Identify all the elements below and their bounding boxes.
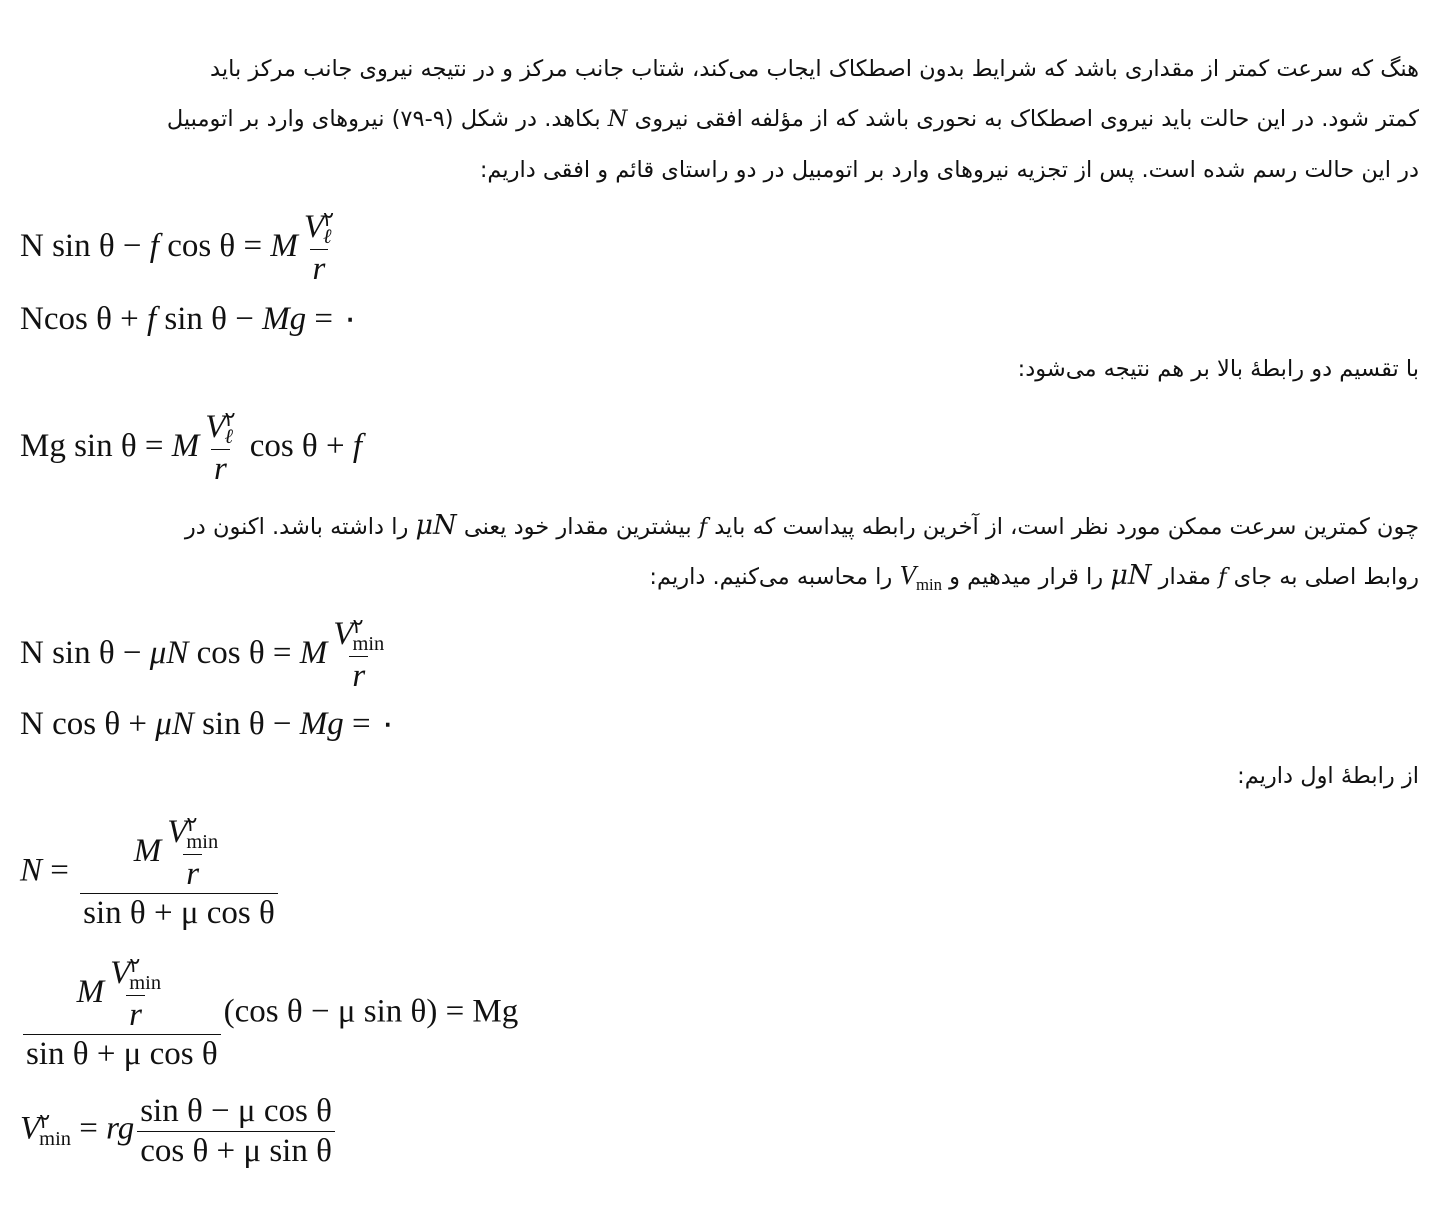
eq-term: = ۰ bbox=[306, 301, 359, 337]
text-line-5 bbox=[185, 512, 1419, 539]
text-line-2 bbox=[167, 108, 1419, 131]
fraction bbox=[80, 815, 278, 931]
eq-term: = ۰ bbox=[343, 706, 397, 742]
subscript: ℓ bbox=[323, 226, 332, 249]
eq-term: (cos θ − μ sin θ) = Mg bbox=[223, 993, 519, 1030]
denominator: sin θ + μ cos θ bbox=[80, 893, 278, 931]
equation-5 bbox=[20, 708, 397, 741]
eq-term: = bbox=[42, 852, 78, 889]
eq-term: sin θ − bbox=[193, 706, 300, 742]
eq-term: sin θ − bbox=[156, 301, 263, 337]
eq-var-v: V bbox=[205, 409, 226, 445]
eq-var-r: r bbox=[186, 855, 200, 892]
denominator: cos θ + μ sin θ bbox=[137, 1131, 335, 1169]
equation-2 bbox=[20, 303, 359, 336]
eq-var-f: f bbox=[149, 227, 159, 264]
text-line-3: در این حالت رسم شده است. پس از تجزیه نیروهای وارد بر اتومبیل در دو راستای قائم و افقی داریم: bbox=[479, 157, 1419, 183]
equation-1 bbox=[20, 210, 340, 286]
eq-term: cos θ + bbox=[241, 427, 353, 464]
eq-var-r: r bbox=[352, 657, 366, 694]
equation-6 bbox=[20, 815, 281, 931]
eq-var-r: r bbox=[312, 250, 326, 287]
eq-var-f: f bbox=[352, 427, 363, 464]
text-line-7: از رابطهٔ اول داریم: bbox=[1237, 763, 1419, 789]
eq-var-m: M bbox=[76, 973, 105, 1010]
text-line-6 bbox=[649, 562, 1419, 594]
eq-var-m: M bbox=[133, 832, 162, 869]
superscript: ۲ bbox=[129, 955, 141, 978]
eq-term: N sin θ − bbox=[20, 227, 150, 264]
fraction-inner bbox=[164, 815, 221, 891]
subscript: min bbox=[39, 1128, 71, 1151]
text-segment: چون کمترین سرعت ممکن مورد نظر است، از آخرین رابطه پیداست که باید bbox=[714, 514, 1419, 540]
eq-var-m: M bbox=[299, 634, 328, 671]
text-segment: را محاسبه می‌کنیم. داریم: bbox=[649, 564, 893, 590]
text-segment: کمتر شود. در این حالت باید نیروی اصطکاک به نحوری باشد که از مؤلفه افقی نیروی bbox=[634, 106, 1419, 132]
eq-var-rg: rg bbox=[106, 1110, 135, 1147]
eq-term: N cos θ + bbox=[20, 706, 156, 742]
superscript: ۲ bbox=[224, 409, 236, 432]
fraction bbox=[202, 410, 238, 486]
eq-var-mu-n: μN bbox=[155, 706, 194, 742]
superscript: ۲ bbox=[186, 814, 198, 837]
subscript: min bbox=[186, 831, 219, 854]
superscript: ۲ bbox=[323, 209, 335, 232]
fraction-inner bbox=[107, 956, 164, 1032]
eq-var-n: N bbox=[20, 852, 43, 889]
eq-var-mg: Mg bbox=[262, 301, 307, 337]
variable-v-min: $V_{min}$ bbox=[899, 560, 942, 594]
text-segment: روابط اصلی به جای bbox=[1233, 564, 1419, 590]
equation-7 bbox=[20, 956, 518, 1072]
eq-term: N sin θ − bbox=[20, 634, 150, 671]
subscript: min bbox=[352, 633, 385, 656]
eq-term: = bbox=[70, 1110, 107, 1147]
eq-var-v: V bbox=[20, 1110, 41, 1147]
text-line-1: هنگ که سرعت کمتر از مقداری باشد که شرایط بدون اصطکاک ایجاب می‌کند، شتاب جانب مرکز و در نتیجه نیروی جانب مرکز باید bbox=[210, 56, 1419, 82]
superscript: ۲ bbox=[352, 616, 364, 639]
eq-var-mg: Mg bbox=[299, 706, 344, 742]
subscript: min bbox=[129, 972, 162, 995]
variable-mu-n: μN bbox=[1110, 560, 1152, 591]
eq-var-mu-n: μN bbox=[149, 634, 189, 671]
fraction bbox=[301, 210, 337, 286]
eq-var-v: V bbox=[303, 209, 325, 245]
denominator: sin θ + μ cos θ bbox=[23, 1034, 221, 1072]
text-segment: را قرار میدهیم و bbox=[949, 564, 1104, 590]
variable-n: N bbox=[607, 106, 628, 132]
equation-8 bbox=[20, 1094, 338, 1168]
eq-var-v: V bbox=[167, 814, 188, 850]
fraction bbox=[23, 956, 221, 1072]
superscript: ۲ bbox=[39, 1110, 51, 1133]
equation-3 bbox=[20, 410, 362, 486]
eq-var-m: M bbox=[270, 227, 298, 264]
eq-var-v: V bbox=[333, 616, 354, 652]
eq-term: Mg sin θ = bbox=[20, 427, 172, 464]
eq-var-m: M bbox=[171, 427, 200, 464]
eq-term: Ncos θ + bbox=[20, 301, 147, 337]
text-segment: بیشترین مقدار خود یعنی bbox=[463, 514, 692, 540]
eq-var-r: r bbox=[213, 450, 227, 487]
subscript: ℓ bbox=[224, 426, 233, 449]
eq-var-f: f bbox=[147, 301, 157, 337]
variable-f: f bbox=[1218, 564, 1227, 590]
variable-mu-n: μN bbox=[415, 510, 457, 541]
text-segment: بکاهد. در شکل (۹-۷۹) نیروهای وارد بر اتومبیل bbox=[166, 106, 601, 132]
numerator: sin θ − μ cos θ bbox=[140, 1093, 332, 1129]
text-line-4: با تقسیم دو رابطهٔ بالا بر هم نتیجه می‌شود: bbox=[1017, 356, 1419, 382]
fraction bbox=[137, 1094, 335, 1168]
variable-f: f bbox=[698, 514, 708, 540]
text-segment: را داشته باشد. اکنون در bbox=[184, 514, 409, 540]
equation-4 bbox=[20, 617, 390, 693]
text-segment: مقدار bbox=[1158, 564, 1212, 590]
eq-var-r: r bbox=[129, 996, 142, 1033]
eq-term: cos θ = bbox=[188, 634, 300, 671]
eq-term: cos θ = bbox=[158, 227, 271, 264]
eq-var-v: V bbox=[110, 955, 131, 991]
fraction bbox=[330, 617, 387, 693]
